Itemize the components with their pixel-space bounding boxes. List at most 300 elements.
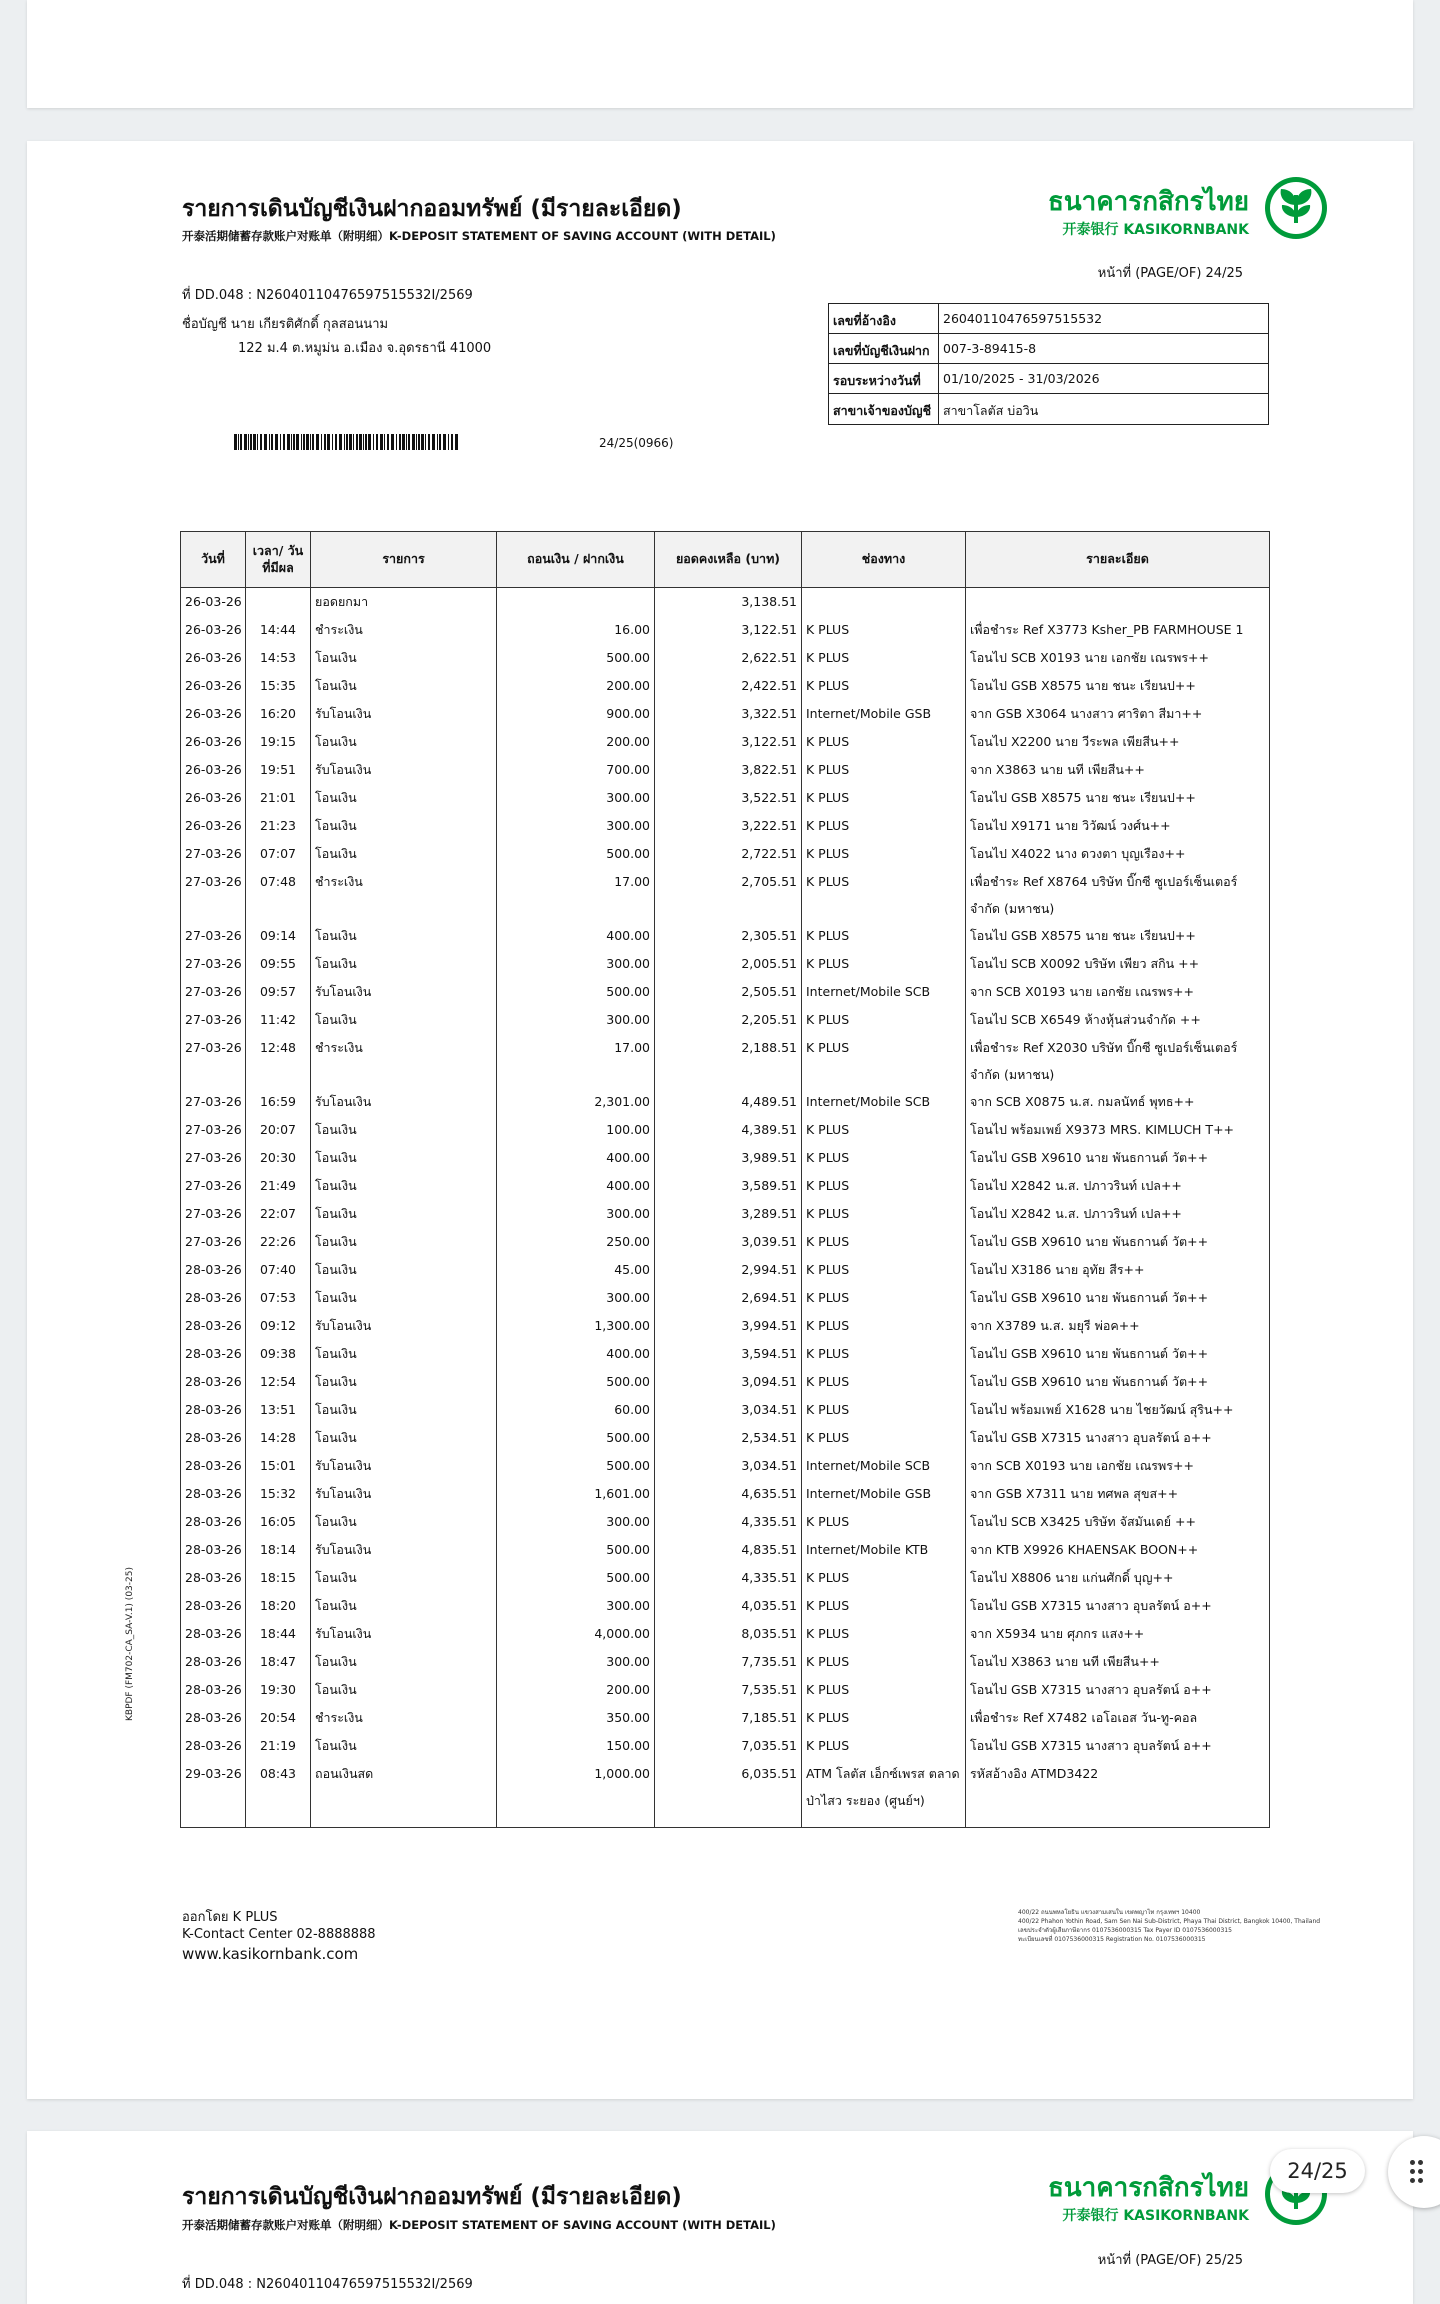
cell-description: รับโอนเงิน xyxy=(311,1536,497,1564)
cell-detail: โอนไป SCB X6549 ห้างหุ้นส่วนจำกัด ++ xyxy=(966,1006,1270,1034)
col-header-balance: ยอดคงเหลือ (บาท) xyxy=(655,532,802,588)
cell-description: ชำระเงิน xyxy=(311,1704,497,1732)
info-value: 26040110476597515532 xyxy=(943,311,1103,326)
filler-cell xyxy=(497,1814,655,1828)
cell-time: 15:32 xyxy=(246,1480,311,1508)
cell-description: โอนเงิน xyxy=(311,1732,497,1760)
cell-time: 15:35 xyxy=(246,672,311,700)
table-row xyxy=(181,672,1270,700)
cell-balance: 3,094.51 xyxy=(655,1368,802,1396)
cell-description: ชำระเงิน xyxy=(311,616,497,644)
table-row xyxy=(181,840,1270,868)
table-row xyxy=(181,1396,1270,1424)
cell-time: 20:30 xyxy=(246,1144,311,1172)
cell-detail: โอนไป GSB X9610 นาย พันธกานต์ วัต++ xyxy=(966,1144,1270,1172)
cell-description: รับโอนเงิน xyxy=(311,978,497,1006)
cell-detail: โอนไป GSB X9610 นาย พันธกานต์ วัต++ xyxy=(966,1368,1270,1396)
table-row xyxy=(181,1256,1270,1284)
table-row xyxy=(181,1172,1270,1200)
cell-date: 28-03-26 xyxy=(181,1732,246,1760)
account-info-box xyxy=(828,303,1269,425)
cell-detail: โอนไป X9171 นาย วิวัฒน์ วงศ์น++ xyxy=(966,812,1270,840)
cell-channel: K PLUS xyxy=(802,1116,966,1144)
cell-time: 16:59 xyxy=(246,1088,311,1116)
cell-balance: 3,994.51 xyxy=(655,1312,802,1340)
cell-balance: 3,594.51 xyxy=(655,1340,802,1368)
page-number: หน้าที่ (PAGE/OF) 24/25 xyxy=(1097,266,1243,281)
cell-channel: K PLUS xyxy=(802,812,966,840)
cell-description: โอนเงิน xyxy=(311,1200,497,1228)
cell-description: รับโอนเงิน xyxy=(311,1088,497,1116)
cell-amount: 2,301.00 xyxy=(497,1088,655,1116)
previous-page xyxy=(27,0,1413,108)
address-line: ทะเบียนเลขที่ 0107536000315 Registration No. 0107536000315 xyxy=(1018,1936,1206,1943)
cell-balance: 3,034.51 xyxy=(655,1452,802,1480)
info-row xyxy=(829,394,1268,424)
cell-detail: โอนไป X2842 น.ส. ปภาวรินท์ เปล++ xyxy=(966,1200,1270,1228)
table-row xyxy=(181,868,1270,922)
cell-amount: 1,300.00 xyxy=(497,1312,655,1340)
cell-amount: 45.00 xyxy=(497,1256,655,1284)
cell-time: 19:51 xyxy=(246,756,311,784)
info-row xyxy=(829,334,1268,364)
table-row xyxy=(181,950,1270,978)
filler-cell xyxy=(311,1814,497,1828)
cell-date: 26-03-26 xyxy=(181,812,246,840)
table-row xyxy=(181,1088,1270,1116)
cell-description: รับโอนเงิน xyxy=(311,1480,497,1508)
cell-time: 07:53 xyxy=(246,1284,311,1312)
cell-time: 14:28 xyxy=(246,1424,311,1452)
table-row xyxy=(181,700,1270,728)
cell-description: โอนเงิน xyxy=(311,1424,497,1452)
cell-amount: 200.00 xyxy=(497,728,655,756)
cell-balance: 7,535.51 xyxy=(655,1676,802,1704)
cell-date: 28-03-26 xyxy=(181,1312,246,1340)
cell-detail: เพื่อชำระ Ref X2030 บริษัท บิ๊กซี ซูเปอร์เซ็นเตอร์ จำกัด (มหาชน) xyxy=(966,1034,1270,1088)
cell-date: 26-03-26 xyxy=(181,616,246,644)
cell-balance: 3,122.51 xyxy=(655,728,802,756)
cell-amount: 500.00 xyxy=(497,1564,655,1592)
next-page xyxy=(27,2131,1413,2304)
cell-channel: K PLUS xyxy=(802,1648,966,1676)
bank-name-en: 开泰银行 KASIKORNBANK xyxy=(1062,222,1249,238)
cell-amount: 500.00 xyxy=(497,978,655,1006)
cell-detail: โอนไป GSB X8575 นาย ชนะ เรียนป++ xyxy=(966,784,1270,812)
cell-description: โอนเงิน xyxy=(311,1256,497,1284)
cell-date: 27-03-26 xyxy=(181,922,246,950)
bank-name-th: ธนาคารกสิกรไทย xyxy=(1048,187,1249,217)
footer-contact xyxy=(182,1909,376,1963)
cell-amount: 300.00 xyxy=(497,784,655,812)
cell-date: 28-03-26 xyxy=(181,1536,246,1564)
cell-amount: 500.00 xyxy=(497,840,655,868)
cell-description: รับโอนเงิน xyxy=(311,1312,497,1340)
table-row xyxy=(181,1732,1270,1760)
cell-time: 20:07 xyxy=(246,1116,311,1144)
cell-amount: 16.00 xyxy=(497,616,655,644)
cell-channel: K PLUS xyxy=(802,868,966,922)
info-label: สาขาเจ้าของบัญชี xyxy=(829,394,939,424)
table-row xyxy=(181,1536,1270,1564)
cell-description: รับโอนเงิน xyxy=(311,756,497,784)
cell-time: 12:54 xyxy=(246,1368,311,1396)
cell-time: 18:20 xyxy=(246,1592,311,1620)
cell-description: รับโอนเงิน xyxy=(311,1452,497,1480)
cell-detail: จาก X3789 น.ส. มยุรี พ่อค++ xyxy=(966,1312,1270,1340)
cell-time: 21:19 xyxy=(246,1732,311,1760)
cell-description: โอนเงิน xyxy=(311,728,497,756)
cell-channel: K PLUS xyxy=(802,1676,966,1704)
cell-detail: โอนไป พร้อมเพย์ X1628 นาย ไชยวัฒน์ สุริน++ xyxy=(966,1396,1270,1424)
cell-balance: 2,205.51 xyxy=(655,1006,802,1034)
cell-balance: 2,534.51 xyxy=(655,1424,802,1452)
cell-amount: 400.00 xyxy=(497,922,655,950)
cell-date: 29-03-26 xyxy=(181,1760,246,1814)
cell-time: 08:43 xyxy=(246,1760,311,1814)
cell-date: 27-03-26 xyxy=(181,1006,246,1034)
statement-title-en: 开泰活期储蓄存款账户对账单（附明细）K-DEPOSIT STATEMENT OF SAVING ACCOUNT (WITH DETAIL) xyxy=(182,229,776,243)
table-row xyxy=(181,1564,1270,1592)
cell-date: 28-03-26 xyxy=(181,1620,246,1648)
cell-channel: K PLUS xyxy=(802,1564,966,1592)
cell-amount: 300.00 xyxy=(497,1508,655,1536)
cell-description: โอนเงิน xyxy=(311,840,497,868)
table-row xyxy=(181,1312,1270,1340)
cell-detail: จาก KTB X9926 KHAENSAK BOON++ xyxy=(966,1536,1270,1564)
document-number: ที่ DD.048 : N26040110476597515532I/2569 xyxy=(182,288,473,303)
address-line: 400/22 ถนนพหลโยธิน แขวงสามเสนใน เขตพญาไท กรุงเทพฯ 10400 xyxy=(1018,1909,1201,1916)
cell-time: 13:51 xyxy=(246,1396,311,1424)
cell-date: 26-03-26 xyxy=(181,700,246,728)
table-row xyxy=(181,1200,1270,1228)
table-row xyxy=(181,1424,1270,1452)
cell-channel: K PLUS xyxy=(802,784,966,812)
cell-amount: 400.00 xyxy=(497,1144,655,1172)
cell-amount: 300.00 xyxy=(497,1284,655,1312)
issued-by: ออกโดย K PLUS xyxy=(182,1910,278,1925)
table-row xyxy=(181,1704,1270,1732)
cell-balance: 6,035.51 xyxy=(655,1760,802,1814)
cell-time: 14:44 xyxy=(246,616,311,644)
cell-date: 27-03-26 xyxy=(181,1116,246,1144)
cell-amount: 17.00 xyxy=(497,1034,655,1088)
statement-title-th: รายการเดินบัญชีเงินฝากออมทรัพย์ (มีรายละเอียด) xyxy=(182,196,682,222)
cell-detail: จาก X5934 นาย ศุภกร แสง++ xyxy=(966,1620,1270,1648)
cell-detail: โอนไป GSB X7315 นางสาว อุบลรัตน์ อ++ xyxy=(966,1732,1270,1760)
cell-channel: K PLUS xyxy=(802,1256,966,1284)
cell-detail: โอนไป SCB X3425 บริษัท จัสมันเดย์ ++ xyxy=(966,1508,1270,1536)
contact-center: K-Contact Center 02-8888888 xyxy=(182,1927,376,1942)
table-row xyxy=(181,756,1270,784)
cell-amount: 200.00 xyxy=(497,1676,655,1704)
cell-balance: 2,694.51 xyxy=(655,1284,802,1312)
cell-description: โอนเงิน xyxy=(311,1006,497,1034)
cell-channel: K PLUS xyxy=(802,1732,966,1760)
cell-amount: 300.00 xyxy=(497,1200,655,1228)
cell-channel: K PLUS xyxy=(802,1508,966,1536)
cell-channel: K PLUS xyxy=(802,616,966,644)
cell-time: 19:15 xyxy=(246,728,311,756)
cell-channel: K PLUS xyxy=(802,728,966,756)
info-row xyxy=(829,364,1268,394)
cell-time xyxy=(246,588,311,616)
cell-balance: 2,422.51 xyxy=(655,672,802,700)
cell-amount: 400.00 xyxy=(497,1340,655,1368)
address-line: เลขประจำตัวผู้เสียภาษีอากร 0107536000315 Tax Payer ID 0107536000315 xyxy=(1018,1927,1232,1934)
cell-detail: โอนไป GSB X9610 นาย พันธกานต์ วัต++ xyxy=(966,1228,1270,1256)
next-document-number: ที่ DD.048 : N26040110476597515532I/2569 xyxy=(182,2277,473,2292)
cell-channel: K PLUS xyxy=(802,1620,966,1648)
table-row xyxy=(181,1340,1270,1368)
cell-description: ชำระเงิน xyxy=(311,1034,497,1088)
cell-channel: K PLUS xyxy=(802,1704,966,1732)
cell-amount: 300.00 xyxy=(497,812,655,840)
cell-description: ยอดยกมา xyxy=(311,588,497,616)
cell-channel: K PLUS xyxy=(802,922,966,950)
cell-channel: ATM โลตัส เอ็กซ์เพรส ตลาดป่าไสว ระยอง (ศูนย์ฯ) xyxy=(802,1760,966,1814)
next-page-number: หน้าที่ (PAGE/OF) 25/25 xyxy=(1097,2253,1243,2268)
cell-amount: 400.00 xyxy=(497,1172,655,1200)
table-row xyxy=(181,1508,1270,1536)
filler-cell xyxy=(181,1814,246,1828)
col-header-amount: ถอนเงิน / ฝากเงิน xyxy=(497,532,655,588)
cell-channel: K PLUS xyxy=(802,672,966,700)
cell-time: 16:20 xyxy=(246,700,311,728)
barcode-label: 24/25(0966) xyxy=(599,436,674,450)
cell-detail: โอนไป X4022 นาง ดวงตา บุญเรือง++ xyxy=(966,840,1270,868)
cell-balance: 4,635.51 xyxy=(655,1480,802,1508)
col-header-description: รายการ xyxy=(311,532,497,588)
cell-channel xyxy=(802,588,966,616)
cell-amount: 300.00 xyxy=(497,1648,655,1676)
cell-detail: จาก SCB X0875 น.ส. กมลนัทธ์ พุทธ++ xyxy=(966,1088,1270,1116)
cell-balance: 2,005.51 xyxy=(655,950,802,978)
cell-balance: 3,289.51 xyxy=(655,1200,802,1228)
cell-description: โอนเงิน xyxy=(311,1340,497,1368)
cell-amount xyxy=(497,588,655,616)
cell-amount: 200.00 xyxy=(497,672,655,700)
cell-description: โอนเงิน xyxy=(311,1676,497,1704)
address-line: 400/22 Phahon Yothin Road, Sam Sen Nai Sub-District, Phaya Thai District, Bangkok 10400, Thailand xyxy=(1018,1918,1321,1925)
bank-name-th: ธนาคารกสิกรไทย xyxy=(1048,2173,1249,2203)
grid-dots-icon xyxy=(1410,2160,1430,2184)
website-link[interactable]: www.kasikornbank.com xyxy=(182,1945,359,1963)
cell-detail: โอนไป GSB X7315 นางสาว อุบลรัตน์ อ++ xyxy=(966,1676,1270,1704)
cell-channel: Internet/Mobile SCB xyxy=(802,978,966,1006)
cell-balance: 2,305.51 xyxy=(655,922,802,950)
cell-detail: โอนไป X2842 น.ส. ปภาวรินท์ เปล++ xyxy=(966,1172,1270,1200)
transaction-rows xyxy=(181,588,1270,1828)
info-label: รอบระหว่างวันที่ xyxy=(829,364,939,393)
table-row xyxy=(181,644,1270,672)
cell-description: โอนเงิน xyxy=(311,922,497,950)
cell-time: 15:01 xyxy=(246,1452,311,1480)
cell-detail: โอนไป GSB X8575 นาย ชนะ เรียนป++ xyxy=(966,922,1270,950)
cell-date: 28-03-26 xyxy=(181,1452,246,1480)
cell-balance: 2,705.51 xyxy=(655,868,802,922)
cell-detail: เพื่อชำระ Ref X7482 เอโอเอส วัน-ทู-คอล xyxy=(966,1704,1270,1732)
cell-amount: 60.00 xyxy=(497,1396,655,1424)
cell-description: ชำระเงิน xyxy=(311,868,497,922)
cell-balance: 7,185.51 xyxy=(655,1704,802,1732)
cell-amount: 250.00 xyxy=(497,1228,655,1256)
cell-description: โอนเงิน xyxy=(311,1648,497,1676)
cell-date: 27-03-26 xyxy=(181,1144,246,1172)
cell-date: 26-03-26 xyxy=(181,756,246,784)
cell-channel: Internet/Mobile SCB xyxy=(802,1452,966,1480)
cell-amount: 100.00 xyxy=(497,1116,655,1144)
cell-detail: โอนไป GSB X8575 นาย ชนะ เรียนป++ xyxy=(966,672,1270,700)
barcode-image xyxy=(234,434,459,450)
filler-cell xyxy=(802,1814,966,1828)
cell-balance: 3,589.51 xyxy=(655,1172,802,1200)
cell-balance: 3,822.51 xyxy=(655,756,802,784)
cell-balance: 2,188.51 xyxy=(655,1034,802,1088)
cell-channel: K PLUS xyxy=(802,1312,966,1340)
table-row xyxy=(181,978,1270,1006)
cell-date: 28-03-26 xyxy=(181,1480,246,1508)
cell-time: 22:26 xyxy=(246,1228,311,1256)
cell-channel: K PLUS xyxy=(802,1396,966,1424)
cell-balance: 8,035.51 xyxy=(655,1620,802,1648)
cell-balance: 7,035.51 xyxy=(655,1732,802,1760)
cell-date: 26-03-26 xyxy=(181,672,246,700)
cell-detail: จาก GSB X7311 นาย ทศพล สุขส++ xyxy=(966,1480,1270,1508)
next-title-en: 开泰活期储蓄存款账户对账单（附明细）K-DEPOSIT STATEMENT OF SAVING ACCOUNT (WITH DETAIL) xyxy=(182,2218,776,2232)
cell-channel: K PLUS xyxy=(802,1340,966,1368)
cell-balance: 2,722.51 xyxy=(655,840,802,868)
cell-date: 28-03-26 xyxy=(181,1704,246,1732)
cell-time: 19:30 xyxy=(246,1676,311,1704)
cell-date: 28-03-26 xyxy=(181,1676,246,1704)
cell-amount: 150.00 xyxy=(497,1732,655,1760)
cell-date: 27-03-26 xyxy=(181,1228,246,1256)
cell-detail: โอนไป X3863 นาย นที เพียสีน++ xyxy=(966,1648,1270,1676)
col-header-date: วันที่ xyxy=(181,532,246,588)
transaction-table xyxy=(180,531,1270,1828)
cell-detail: โอนไป GSB X7315 นางสาว อุบลรัตน์ อ++ xyxy=(966,1424,1270,1452)
cell-description: โอนเงิน xyxy=(311,1368,497,1396)
cell-description: โอนเงิน xyxy=(311,644,497,672)
cell-channel: K PLUS xyxy=(802,1284,966,1312)
account-address: 122 ม.4 ต.หมูม่น อ.เมือง จ.อุดรธานี 41000 xyxy=(238,341,492,356)
cell-description: โอนเงิน xyxy=(311,1284,497,1312)
table-row xyxy=(181,784,1270,812)
form-code: KBPDF (FM702-CA_SA-V.1) (03-25) xyxy=(125,1567,135,1721)
filler-cell xyxy=(966,1814,1270,1828)
cell-channel: K PLUS xyxy=(802,1144,966,1172)
cell-detail: โอนไป พร้อมเพย์ X9373 MRS. KIMLUCH T++ xyxy=(966,1116,1270,1144)
cell-balance: 7,735.51 xyxy=(655,1648,802,1676)
table-row xyxy=(181,728,1270,756)
col-header-channel: ช่องทาง xyxy=(802,532,966,588)
cell-date: 28-03-26 xyxy=(181,1564,246,1592)
cell-amount: 300.00 xyxy=(497,1592,655,1620)
cell-amount: 700.00 xyxy=(497,756,655,784)
cell-description: โอนเงิน xyxy=(311,1592,497,1620)
cell-detail: เพื่อชำระ Ref X8764 บริษัท บิ๊กซี ซูเปอร์เซ็นเตอร์ จำกัด (มหาชน) xyxy=(966,868,1270,922)
table-row xyxy=(181,1648,1270,1676)
cell-detail: โอนไป X8806 นาย แก่นศักดิ์ บุญ++ xyxy=(966,1564,1270,1592)
cell-detail: โอนไป GSB X7315 นางสาว อุบลรัตน์ อ++ xyxy=(966,1592,1270,1620)
table-row xyxy=(181,1452,1270,1480)
cell-detail: โอนไป SCB X0193 นาย เอกชัย เณรพร++ xyxy=(966,644,1270,672)
cell-time: 07:40 xyxy=(246,1256,311,1284)
table-row xyxy=(181,616,1270,644)
cell-detail: โอนไป SCB X0092 บริษัท เพียว สกิน ++ xyxy=(966,950,1270,978)
cell-date: 27-03-26 xyxy=(181,1088,246,1116)
table-row xyxy=(181,812,1270,840)
cell-date: 26-03-26 xyxy=(181,644,246,672)
cell-time: 09:55 xyxy=(246,950,311,978)
cell-time: 18:47 xyxy=(246,1648,311,1676)
cell-channel: K PLUS xyxy=(802,840,966,868)
cell-time: 12:48 xyxy=(246,1034,311,1088)
table-row xyxy=(181,1284,1270,1312)
table-filler-row xyxy=(181,1814,1270,1828)
cell-detail: จาก X3863 นาย นที เพียสีน++ xyxy=(966,756,1270,784)
cell-amount: 1,601.00 xyxy=(497,1480,655,1508)
filler-cell xyxy=(246,1814,311,1828)
cell-amount: 300.00 xyxy=(497,1006,655,1034)
cell-time: 09:38 xyxy=(246,1340,311,1368)
next-title-th: รายการเดินบัญชีเงินฝากออมทรัพย์ (มีรายละเอียด) xyxy=(182,2184,682,2210)
cell-balance: 3,122.51 xyxy=(655,616,802,644)
cell-description: รับโอนเงิน xyxy=(311,1620,497,1648)
cell-time: 18:44 xyxy=(246,1620,311,1648)
footer-address xyxy=(1018,1908,1320,1944)
info-label: เลขที่อ้างอิง xyxy=(829,304,939,333)
cell-time: 09:12 xyxy=(246,1312,311,1340)
table-row xyxy=(181,1144,1270,1172)
cell-channel: Internet/Mobile GSB xyxy=(802,1480,966,1508)
cell-date: 27-03-26 xyxy=(181,1200,246,1228)
cell-amount: 500.00 xyxy=(497,1368,655,1396)
cell-channel: K PLUS xyxy=(802,1200,966,1228)
cell-balance: 4,335.51 xyxy=(655,1564,802,1592)
cell-channel: K PLUS xyxy=(802,1368,966,1396)
table-row xyxy=(181,1676,1270,1704)
cell-date: 27-03-26 xyxy=(181,868,246,922)
table-row xyxy=(181,1116,1270,1144)
kbank-logo-icon xyxy=(1263,175,1329,241)
cell-channel: K PLUS xyxy=(802,950,966,978)
cell-channel: Internet/Mobile SCB xyxy=(802,1088,966,1116)
cell-balance: 3,039.51 xyxy=(655,1228,802,1256)
info-value: 01/10/2025 - 31/03/2026 xyxy=(943,371,1100,386)
cell-detail: โอนไป X3186 นาย อุทัย สีร++ xyxy=(966,1256,1270,1284)
cell-time: 11:42 xyxy=(246,1006,311,1034)
cell-date: 28-03-26 xyxy=(181,1340,246,1368)
bank-name-en: 开泰银行 KASIKORNBANK xyxy=(1062,2208,1249,2224)
table-row xyxy=(181,1760,1270,1814)
table-row xyxy=(181,588,1270,616)
cell-channel: K PLUS xyxy=(802,1424,966,1452)
cell-time: 18:14 xyxy=(246,1536,311,1564)
cell-date: 28-03-26 xyxy=(181,1592,246,1620)
col-header-detail: รายละเอียด xyxy=(966,532,1270,588)
cell-time: 18:15 xyxy=(246,1564,311,1592)
cell-date: 28-03-26 xyxy=(181,1368,246,1396)
cell-date: 28-03-26 xyxy=(181,1284,246,1312)
cell-balance: 3,222.51 xyxy=(655,812,802,840)
cell-detail: จาก SCB X0193 นาย เอกชัย เณรพร++ xyxy=(966,1452,1270,1480)
cell-balance: 4,035.51 xyxy=(655,1592,802,1620)
cell-channel: K PLUS xyxy=(802,1228,966,1256)
cell-date: 28-03-26 xyxy=(181,1508,246,1536)
cell-date: 26-03-26 xyxy=(181,728,246,756)
